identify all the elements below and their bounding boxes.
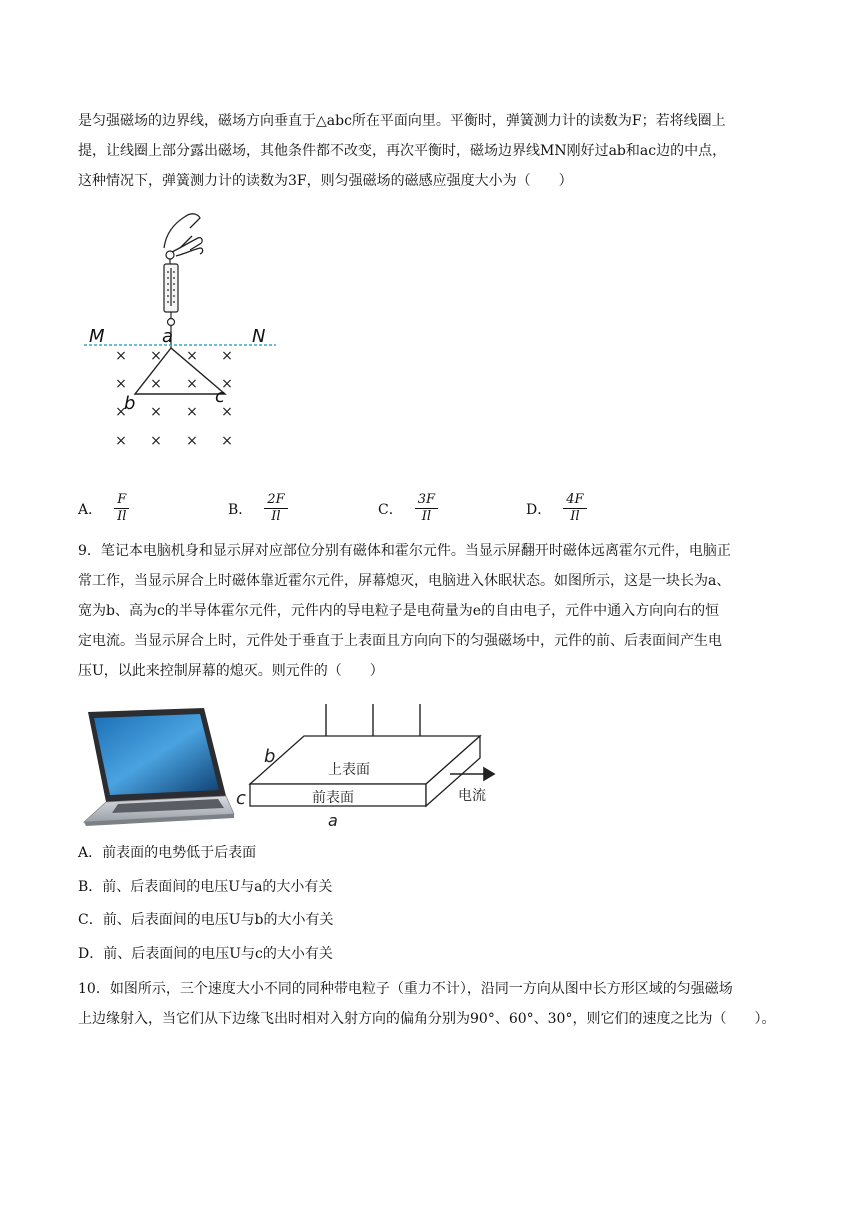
label-b-edge: b [264,746,276,767]
cross-mark: × [221,404,233,420]
option-b[interactable] [228,492,288,525]
cross-mark: × [186,433,198,449]
q10-line-2: 上边缘射入，当它们从下边缘飞出时相对入射方向的偏角分别为90°、60°、30°，则它们的速度之比为（ ）。 [78,1011,776,1027]
denominator: Il [117,509,127,524]
label-a: a [162,326,174,347]
denominator: Il [570,509,580,524]
cross-mark: × [115,376,127,392]
choice-d[interactable]: D．前、后表面间的电压U与c的大小有关 [78,946,333,962]
laptop-icon [78,704,238,828]
fraction [563,492,586,525]
denominator: Il [271,509,281,524]
q9-line-4: 定电流。当显示屏合上时，元件处于垂直于上表面且方向向下的匀强磁场中，元件的前、后表面间产生电 [78,633,722,649]
fraction [415,492,438,525]
hall-element-figure [236,700,496,830]
cross-mark: × [221,376,233,392]
label-current: 电流 [458,788,486,804]
label-c: c [215,386,225,407]
numerator: 3F [415,492,438,509]
q10-stem [78,974,784,1034]
numerator: F [114,492,129,509]
cross-mark: × [150,404,162,420]
option-label: C． [378,501,403,518]
fraction [264,492,287,525]
option-label: D． [526,501,552,518]
hand-icon [164,214,203,256]
q10-line-1: 10．如图所示，三个速度大小不同的同种带电粒子（重力不计），沿同一方向从图中长方形区域的匀强磁场 [78,981,733,997]
q8-figure [80,208,310,458]
cross-mark: × [115,348,127,364]
triangle-coil [135,348,225,394]
q8-line-3: 这种情况下，弹簧测力计的读数为3F，则匀强磁场的磁感应强度大小为（ ） [78,173,573,189]
option-label: A． [78,501,103,518]
numerator: 2F [264,492,287,509]
cross-mark: × [186,376,198,392]
label-front-surface: 前表面 [312,790,354,806]
q8-line-1: 是匀强磁场的边界线，磁场方向垂直于△abc所在平面向里。平衡时，弹簧测力计的读数为F；若将线圈上 [78,113,726,129]
denominator: Il [421,509,432,524]
q9-stem [78,536,784,686]
fraction [114,492,129,525]
label-n: N [252,326,266,347]
cross-mark: × [221,348,233,364]
q9-line-1: 9．笔记本电脑机身和显示屏对应部位分别有磁体和霍尔元件。当显示屏翻开时磁体远离霍尔元件，电脑正 [78,543,731,559]
q8-line-2: 提，让线圈上部分露出磁场，其他条件都不改变，再次平衡时，磁场边界线MN刚好过ab和ac边的中点， [78,143,727,159]
cross-mark: × [115,433,127,449]
label-c-edge: c [236,788,246,809]
choice-c[interactable]: C．前、后表面间的电压U与b的大小有关 [78,912,334,928]
choice-a[interactable]: A．前表面的电势低于后表面 [78,845,257,861]
cross-mark: × [115,404,127,420]
q8-options [78,492,784,532]
cross-mark: × [186,404,198,420]
cross-mark: × [150,376,162,392]
choice-b[interactable]: B．前、后表面间的电压U与a的大小有关 [78,879,333,895]
q9-line-5: 压U，以此来控制屏幕的熄灭。则元件的（ ） [78,663,384,679]
cross-mark: × [150,348,162,364]
label-m: M [89,326,105,347]
option-c[interactable] [378,492,438,525]
label-a-edge: a [328,811,338,830]
cross-mark: × [186,348,198,364]
q9-line-2: 常工作，当显示屏合上时磁体靠近霍尔元件，屏幕熄灭，电脑进入休眠状态。如图所示，这是一块长为a、 [78,573,731,589]
cross-mark: × [221,433,233,449]
label-top-surface: 上表面 [328,762,370,778]
option-label: B． [228,501,253,518]
option-a[interactable] [78,492,129,525]
numerator: 4F [563,492,586,509]
label-b: b [124,393,136,414]
q8-stem [78,106,784,196]
option-d[interactable] [526,492,587,525]
cross-mark: × [150,433,162,449]
q9-line-3: 宽为b、高为c的半导体霍尔元件，元件内的导电粒子是电荷量为e的自由电子，元件中通入方向向右的恒 [78,603,720,619]
